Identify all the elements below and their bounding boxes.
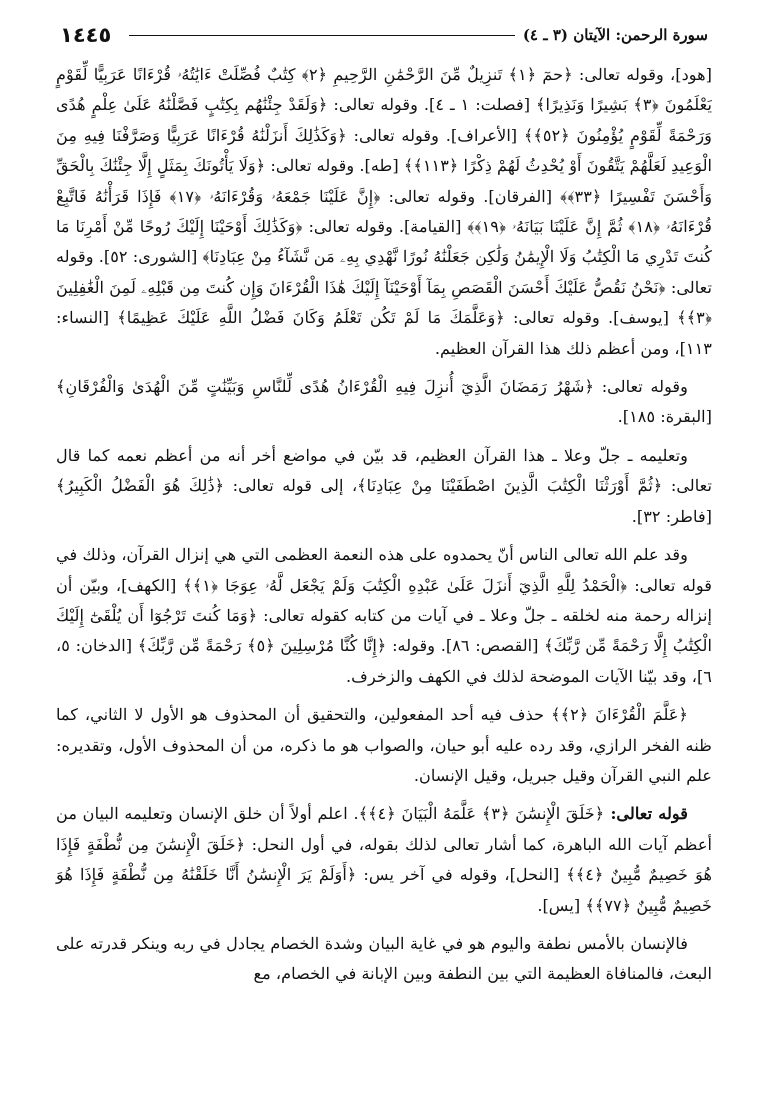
paragraph-2: وقوله تعالى: ﴿شَهْرُ رَمَضَانَ الَّذِيٓ أُنزِلَ فِيهِ الْقُرْءَانُ هُدًى لِّلنَّاسِ وَبَيِّنَٰتٍ مِّنَ الْهُدَىٰ وَالْفُرْقَانِ﴾ [البقرة: ١٨٥].	[56, 377, 712, 427]
paragraph-4: وقد علم الله تعالى الناس أنّ يحمدوه على هذه النعمة العظمى التي هي إنزال القرآن، وذلك في قوله تعالى: ﴿الْحَمْدُ لِلَّهِ الَّذِيٓ أَنزَلَ عَلَىٰ عَبْدِهِ الْكِتَٰبَ وَلَمْ يَجْعَل لَّهُۥ عِوَجَا ﴿١﴾﴾ [الكهف]، وبيّن أن إنزاله رحمة منه لخلقه ـ جلّ وعلا ـ في آيات من كتابه كقوله تعالى: ﴿وَمَا كُنتَ تَرْجُوٓا أَن يُلْقَىٰٓ إِلَيْكَ الْكِتَٰبُ إِلَّا رَحْمَةً مِّن رَّبِّكَ﴾ [القصص: ٨٦]. وقوله: ﴿إِنَّا كُنَّا مُرْسِلِينَ ﴿٥﴾ رَحْمَةً مِّن رَّبِّكَ﴾ [الدخان: ٥، ٦]، وقد بيّنا الآيات الموضحة لذلك في الكهف والزخرف.	[56, 545, 712, 686]
paragraph-7: فالإنسان بالأمس نطفة واليوم هو في غاية البيان وشدة الخصام يجادل في ربه وينكر قدرته على البعث، فالمنافاة العظيمة التي بين النطفة وبين الإبانة في الخصام، مع	[56, 933, 712, 984]
paragraph-5: ﴿عَلَّمَ الْقُرْءَانَ ﴿٢﴾﴾ حذف فيه أحد المفعولين، والتحقيق أن المحذوف هو الأول لا الثاني، كما ظنه الفخر الرازي، وقد رده عليه أبو حيان، والصواب هو ما ذكره، من أن المحذوف الأول، وتقديره: علم النبي القرآن وقيل جبريل، وقيل الإنسان.	[56, 705, 712, 785]
page-header	[60, 22, 708, 48]
paragraph-6-text: ﴿خَلَقَ الْإِنسَٰنَ ﴿٣﴾ عَلَّمَهُ الْبَيَانَ ﴿٤﴾﴾. اعلم أولاً أن خلق الإنسان وتعليمه البيان من أعظم آيات الله الباهرة، كما أشار تعالى لذلك بقوله، في أول النحل: ﴿خَلَقَ الْإِنسَٰنَ مِن نُّطْفَةٍ فَإِذَا هُوَ خَصِيمٌ مُّبِينٌ ﴿٤﴾﴾ [النحل]، وقوله في آخر يس: ﴿أَوَلَمْ يَرَ الْإِنسَٰنُ أَنَّا خَلَقْنَٰهُ مِن نُّطْفَةٍ فَإِذَا هُوَ خَصِيمٌ مُّبِينٌ ﴿٧٧﴾﴾ [يس].	[56, 804, 712, 915]
page-number: ١٤٤٥	[60, 23, 112, 47]
paragraph-1: [هود]، وقوله تعالى: ﴿حمٓ ﴿١﴾ تَنزِيلٌ مِّنَ الرَّحْمَٰنِ الرَّحِيمِ ﴿٢﴾ كِتَٰبٌ فُصِّلَتْ ءَايَٰتُهُۥ قُرْءَانًا عَرَبِيًّا لِّقَوْمٍ يَعْلَمُونَ ﴿٣﴾ بَشِيرًا وَنَذِيرًا﴾ [فصلت: ١ ـ ٤]. وقوله تعالى: ﴿وَلَقَدْ جِئْنَٰهُم بِكِتَٰبٍ فَصَّلْنَٰهُ عَلَىٰ عِلْمٍ هُدًى وَرَحْمَةً لِّقَوْمٍ يُؤْمِنُونَ ﴿٥٢﴾﴾ [الأعراف]. وقوله تعالى: ﴿وَكَذَٰلِكَ أَنزَلْنَٰهُ قُرْءَانًا عَرَبِيًّا وَصَرَّفْنَا فِيهِ مِنَ الْوَعِيدِ لَعَلَّهُمْ يَتَّقُونَ أَوْ يُحْدِثُ لَهُمْ ذِكْرًا ﴿١١٣﴾﴾ [طه]. وقوله تعالى: ﴿وَلَا يَأْتُونَكَ بِمَثَلٍ إِلَّا جِئْنَٰكَ بِالْحَقِّ وَأَحْسَنَ تَفْسِيرًا ﴿٣٣﴾﴾ [الفرقان]. وقوله تعالى: ﴿إِنَّ عَلَيْنَا جَمْعَهُۥ وَقُرْءَانَهُۥ ﴿١٧﴾ فَإِذَا قَرَأْنَٰهُ فَاتَّبِعْ قُرْءَانَهُۥ ﴿١٨﴾ ثُمَّ إِنَّ عَلَيْنَا بَيَانَهُۥ ﴿١٩﴾﴾ [القيامة]. وقوله تعالى: ﴿وَكَذَٰلِكَ أَوْحَيْنَا إِلَيْكَ رُوحًا مِّنْ أَمْرِنَا مَا كُنتَ تَدْرِي مَا الْكِتَٰبُ وَلَا الْإِيمَٰنُ وَلَٰكِن جَعَلْنَٰهُ نُورًا نَّهْدِي بِهِۦ مَن نَّشَآءُ مِنْ عِبَادِنَا﴾ [الشورى: ٥٢]. وقوله تعالى: ﴿نَحْنُ نَقُصُّ عَلَيْكَ أَحْسَنَ الْقَصَصِ بِمَآ أَوْحَيْنَآ إِلَيْكَ هَٰذَا الْقُرْءَانَ وَإِن كُنتَ مِن قَبْلِهِۦ لَمِنَ الْغَٰفِلِينَ ﴿٣﴾﴾ [يوسف]. وقوله تعالى: ﴿وَعَلَّمَكَ مَا لَمْ تَكُن تَعْلَمُ وَكَانَ فَضْلُ اللَّهِ عَلَيْكَ عَظِيمًا﴾ [النساء: ١١٣]، ومن أعظم ذلك هذا القرآن العظيم.	[56, 65, 713, 358]
header-rule	[129, 35, 515, 36]
paragraph-6-lead: قوله تعالى:	[604, 804, 688, 824]
paragraph-6	[56, 799, 712, 921]
page-body	[56, 60, 712, 1098]
paragraph-3: وتعليمه ـ جلّ وعلا ـ هذا القرآن العظيم، قد بيّن في مواضع أخر أنه من أعظم نعمه كما قال تعالى: ﴿ثُمَّ أَوْرَثْنَا الْكِتَٰبَ الَّذِينَ اصْطَفَيْنَا مِنْ عِبَادِنَا﴾، إلى قوله تعالى: ﴿ذَٰلِكَ هُوَ الْفَضْلُ الْكَبِيرُ﴾ [فاطر: ٣٢].	[56, 445, 712, 526]
running-title: سورة الرحمن: الآيتان (٣ ـ ٤)	[522, 26, 708, 44]
